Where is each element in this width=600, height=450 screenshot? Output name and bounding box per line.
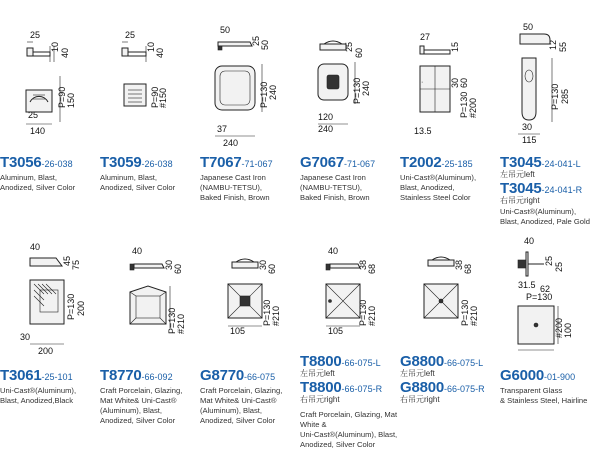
t2002-code: T2002-25-185 [400,154,473,171]
t3045-code-right: T3045-24-041-R [500,180,583,197]
g8800-dim-size: #210 [469,305,479,326]
g8800-dim-height: 68 [463,263,473,274]
t8800-dim-depth: 38 [358,259,368,270]
product-t3061 [0,230,100,450]
t3056-dim-size: 150 [66,92,76,108]
t3045-drawing [500,0,600,150]
g8770-dim-base: 105 [230,326,246,336]
t3061-lever-side [30,258,62,266]
t2002-dim-width: 27 [420,32,431,42]
product-t8770 [100,230,200,450]
t3059-dim-pitch: P=90 [150,86,160,108]
t2002-dim-offset: 30 [450,77,460,88]
t8800-lever-side [330,264,360,268]
t8770-drawing [100,230,200,360]
t2002-dim-gap: 13.5 [414,126,432,136]
t3056-dim-depth: 10 [50,41,60,52]
t3056-description: Aluminum, Blast, Anodized, Silver Color [0,173,76,192]
g6000-dim-size: 100 [563,322,573,338]
t8800-note-left: 左吊元left [300,369,335,378]
product-g6000 [500,230,600,450]
t7067-dim-size: 240 [268,84,278,100]
t2002-lever-side [424,50,450,54]
t3059-description: Aluminum, Blast, Anodized, Silver Color [100,173,176,192]
t3056-dim-gap: 25 [28,110,39,120]
g8770-drawing [200,230,300,360]
svg-text:·: · [421,79,424,86]
g8800-dim-depth: 38 [454,259,464,270]
t3045-plate [522,58,536,120]
g6000-dim-span: P=130 [526,292,553,302]
t3061-dim-base: 200 [38,346,54,356]
product-g7067 [300,0,400,225]
t8770-dim-width: 40 [132,246,143,256]
g6000-dim-offset: 62 [540,284,551,294]
t3059-mount [122,48,128,56]
t2002-dim-pitch: P=130 [459,91,469,118]
t8770-description: Craft Porcelain, Glazing, Mat White& Uni-Cast® (Aluminum), Blast, Anodized, Silver Color [100,386,183,425]
g8800-code-left: G8800-66-075-L [400,353,484,370]
g6000-dim-depth: 25 [544,255,554,266]
g8770-knob-side [232,262,258,268]
g6000-code: G6000-01-900 [500,367,576,384]
t3059-dim-depth: 10 [146,41,156,52]
t8800-dim-base: 105 [328,326,344,336]
g6000-dim-height: 25 [554,261,564,272]
g7067-drawing [300,0,400,150]
product-g8800 [400,230,500,450]
t7067-dim-base: 240 [223,138,239,148]
t3059-dim-height: 40 [155,47,165,58]
g7067-dim-depth: 25 [344,41,354,52]
g8770-code: G8770-66-075 [200,367,276,384]
product-t7067 [200,0,300,225]
t3045-lever-side [520,34,550,44]
t8770-dim-depth: 30 [164,259,174,270]
t7067-dim-height: 50 [260,39,270,50]
t7067-lever-side [218,42,252,46]
t3045-dim-base: 115 [522,135,537,145]
t3056-mount [27,48,33,56]
g7067-dim-height: 60 [354,47,364,58]
product-t8800 [300,230,400,450]
t3045-code-left: T3045-24-041-L [500,154,581,171]
g6000-description: Transparent Glass & Stainless Steel, Hairline [500,386,588,405]
t3061-dim-gap: 30 [20,332,31,342]
t3045-dim-width: 50 [523,22,534,32]
t8800-code-left: T8800-66-075-L [300,353,381,370]
t8770-code: T8770-66-092 [100,367,173,384]
t2002-dim-depth: 15 [450,41,460,52]
t3045-dim-size: 285 [560,88,570,104]
g8770-dim-size: #210 [271,305,281,326]
t3061-dim-depth: 45 [62,255,72,266]
g8800-drawing [400,230,500,360]
t3056-code: T3056-26-038 [0,154,73,171]
t3059-plate [124,84,146,106]
t3045-note-right: 右吊元right [500,196,540,205]
t3061-description: Uni-Cast®(Aluminum), Blast, Anodized,Black [0,386,77,405]
g6000-drawing [500,230,600,360]
t3056-drawing [0,0,100,150]
t2002-dim-height: 60 [459,77,469,88]
t3061-plate [30,280,64,324]
t7067-dim-gap: 37 [217,124,228,134]
g6000-dim-width: 40 [524,236,535,246]
t8800-dim-height: 68 [367,263,377,274]
g7067-code: G7067-71-067 [300,154,376,171]
g7067-dim-gap: 120 [318,112,334,122]
t8770-dim-size: #210 [176,313,186,334]
g7067-dim-pitch: P=130 [352,77,362,104]
g8770-dim-height: 60 [267,263,277,274]
t8770-dim-pitch: P=130 [167,307,177,334]
t3045-dim-height: 55 [558,41,568,52]
t3059-dim-size: #150 [158,87,168,108]
t3045-note-left: 左吊元left [500,170,535,179]
t3045-description: Uni-Cast®(Aluminum), Blast, Anodized, Pale Gold [500,207,590,226]
t7067-dim-pitch: P=130 [259,81,269,108]
t3059-drawing [100,0,200,150]
t3061-dim-width: 40 [30,242,41,252]
g8800-code-right: G8800-66-075-R [400,379,485,396]
t3056-dim-height: 40 [60,47,70,58]
t8800-dim-size: #210 [367,305,377,326]
t3061-drawing [0,230,100,360]
product-g8770 [200,230,300,450]
t2002-description: Uni-Cast®(Aluminum), Blast, Anodized, Stainless Steel Color [400,173,477,202]
t7067-drawing [200,0,300,150]
g7067-description: Japanese Cast Iron (NAMBU-TETSU), Baked Finish, Brown [300,173,370,202]
t7067-description: Japanese Cast Iron (NAMBU-TETSU), Baked Finish, Brown [200,173,270,202]
t3061-dim-size: 200 [76,300,86,316]
t3061-dim-pitch: P=130 [66,293,76,320]
product-t3045 [500,0,600,225]
t8800-note-right: 右吊元right [300,395,340,404]
g7067-knob-side [320,44,346,50]
t3059-dim-width: 25 [125,30,136,40]
product-t3056 [0,0,100,225]
g8800-note-right: 右吊元right [400,395,440,404]
t3045-dim-depth: 12 [548,39,558,50]
t2002-dim-size: #200 [468,97,478,118]
g8800-note-left: 左吊元left [400,369,435,378]
t3056-plate [26,90,52,112]
t8800-dim-width: 40 [328,246,339,256]
t7067-code: T7067-71-067 [200,154,273,171]
t3059-code: T3059-26-038 [100,154,173,171]
t2002-drawing [400,0,500,150]
t7067-dim-depth: 25 [251,35,261,46]
t8800-description: Craft Porcelain, Glazing, Mat White & Uni-Cast®(Aluminum), Blast, Anodized, Silver Color [300,410,398,449]
t7067-dim-width: 50 [220,25,231,35]
t3045-dim-pitch: P=130 [550,83,560,110]
g7067-dim-base: 240 [318,124,334,134]
t3061-code: T3061-25-101 [0,367,73,384]
g7067-dim-size: 240 [361,80,371,96]
t3056-dim-pitch: P=90 [57,86,67,108]
t3056-dim-base: 140 [30,126,46,136]
g8800-knob-side [428,260,454,266]
g8770-dim-pitch: P=130 [262,299,272,326]
g8770-description: Craft Porcelain, Glazing, Mat White& Uni-Cast® (Aluminum), Blast, Anodized, Silver Color [200,386,283,425]
g8770-dim-depth: 30 [258,259,268,270]
product-t3059 [100,0,200,225]
t8770-dim-height: 60 [173,263,183,274]
t8770-lever-side [134,264,164,268]
t3056-lever-side [33,52,50,56]
g6000-dim-gap: 31.5 [518,280,536,290]
t3045-dim-gap: 30 [522,122,533,132]
product-t2002 [400,0,500,225]
g8800-dim-pitch: P=130 [460,299,470,326]
g6000-dim-pitch: #200 [554,317,564,338]
t3061-dim-height: 75 [71,259,81,270]
t8800-dim-pitch: P=130 [358,299,368,326]
t3056-dim-width: 25 [30,30,41,40]
t8800-drawing [300,230,400,360]
t8800-code-right: T8800-66-075-R [300,379,383,396]
